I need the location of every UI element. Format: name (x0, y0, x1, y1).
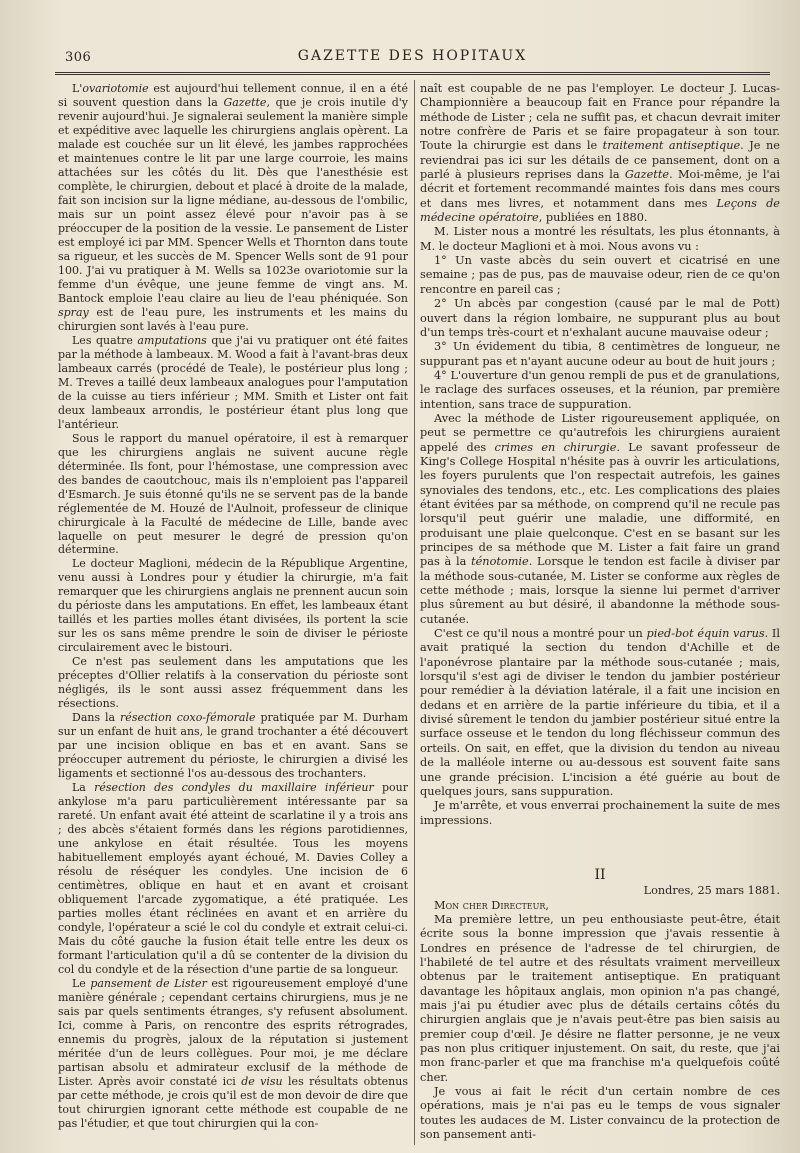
text-run: M. Lister nous a montré les résultats, les plus étonnants, à M. le docteur Maglioni et à moi. Nous avons vu : (420, 225, 780, 253)
paragraph (58, 432, 408, 558)
text-run: , que je crois inutile d'y revenir aujourd'hui. Je signalerai seulement la manière simple et expéditive avec laquelle les chirurgiens anglais opèrent. La malade est couchée sur un lit élevé, les jambes rapprochées et maintenues contre le lit par une large courroie, les mains attachées sur les côtés du lit. Dès que l'anesthésie est complète, le chirurgien, debout et placé à droite de la malade, fait son incision sur la ligne médiane, au-dessous de l'ombilic, mais sur un point assez élevé pour n'avoir pas à se préoccuper de la position de la vessie. Le pansement de Lister est employé ici par MM. Spencer Wells et Thornton dans toute sa rigueur, et les succès de M. Spencer Wells sont de 91 pour 100. J'ai vu pratiquer à M. Wells sa 1023e ovariotomie sur la femme d'un évêque, une jeune femme de vingt ans. M. Bantock emploie l'eau claire au lieu de l'eau phéniquée. Son (58, 95, 408, 305)
text-run: Avec la méthode de Lister rigoureusement appliquée, on peut se permettre ce qu'autrefois les chirurgiens auraient appelé des (420, 411, 780, 454)
text-run: pratiquée par M. Durham sur un enfant de huit ans, le grand trochanter a été découvert par une incision oblique en bas et en avant. Sans se préoccuper autrement du périoste, le chirurgien a divisé les ligaments et sectionné l'os au-dessous des trochanters. (58, 711, 409, 781)
text-run: C'est ce qu'il nous a montré pour un (434, 627, 647, 641)
page-number: 306 (65, 50, 92, 65)
italic-text: traitement antiseptique (602, 139, 741, 153)
italic-text: résection des condyles du maxillaire inférieur (94, 781, 374, 795)
text-run: Le docteur Maglioni, médecin de la République Argentine, venu aussi à Londres pour y étudier la chirurgie, m'a fait remarquer que les chirurgiens anglais ne prennent aucun soin du périoste dans les amputations. En effet, les lambeaux étant taillés et les parties molles étant divisées, ils portent la scie sur les os sans même prendre le soin de diviser le périoste circulairement avec le bistouri. (58, 557, 408, 655)
letter-paragraph: Ma première lettre, un peu enthousiaste peut-être, était écrite sous la bonne impression que j'avais ressentie à Londres en présence de l'adresse de tel chirurgien, de l'habileté de tel autre et des résultats vraiment merveilleux obtenus par le traitement antiseptique. En pratiquant davantage les hôpitaux anglais, mon opinion n'a pas changé, mais j'ai pu étudier avec plus de détails certains côtés du chirurgien anglais que je n'avais peut-être pas bien saisis au premier coup d'œil. Je désire ne flatter personne, je ne veux pas non plus critiquer injustement. On sait, du reste, que j'ai mon franc-parler et que ma franchise m'a quelquefois coûté cher. (420, 912, 780, 1084)
text-run: pour ankylose m'a paru particulièrement intéressante par sa rareté. Un enfant avait été atteint de scarlatine il y a trois ans ; des abcès s'étaient formés dans les régions parotidiennes, une ankylose en était résultée. Tous les moyens habituellement employés ayant échoué, M. Davies Colley a résolu de réséquer les condyles. Une incision de 6 centimètres, oblique en haut et en avant et croisant obliquement l'arcade zygomatique, a été pratiquée. Les parties molles étant réclinées en avant et en arrière du condyle, l'opérateur a scié le col du condyle et extrait celui-ci. Mais du côté gauche la fusion était telle entre les deux os formant l'articulation qu'il a dû se contenter de la division du col du condyle et de la résection d'une partie de sa longueur. (58, 781, 409, 977)
italic-text: Leçons de médecine opératoire (420, 196, 780, 225)
paragraph (420, 627, 780, 799)
italic-text: pansement de Lister (90, 977, 207, 990)
text-run: Le (72, 977, 91, 990)
paragraph (58, 711, 408, 781)
paragraph (58, 82, 408, 334)
italic-text: pied-bot équin varus (646, 627, 765, 641)
right-column-body (420, 82, 780, 828)
paragraph (58, 655, 408, 711)
italic-text: amputations (137, 333, 207, 347)
running-title: GAZETTE DES HOPITAUX (297, 48, 528, 64)
italic-text: crimes en chirurgie (494, 440, 617, 454)
text-run: 4° L'ouverture d'un genou rempli de pus et de granulations, le raclage des surfaces osseuses, et la réunion, par première intention, sans trace de suppuration. (420, 368, 780, 411)
text-run: naît est coupable de ne pas l'employer. Le docteur J. Lucas-Championnière a beaucoup fait en France pour répandre la méthode de Lister ; cela ne suffit pas, et chacun devrait imiter notre confrère de Paris et se faire propagateur à son tour. Toute la chirurgie est dans le (420, 82, 780, 153)
header-rule (55, 72, 770, 75)
text-run: La (72, 781, 95, 795)
text-run: Dans la (72, 711, 121, 725)
right-column (420, 82, 780, 1142)
letter-body (420, 913, 780, 1143)
text-run: les résultats obtenus par cette méthode, je crois qu'il est de mon devoir de dire que tout chirurgien ignorant cette méthode est coupable de ne pas l'étudier, et que tout chirurgien qui la con- (58, 1074, 408, 1130)
text-run: que j'ai vu pratiquer ont été faites par la méthode à lambeaux. M. Wood a fait à l'avant-bras deux lambeaux carrés (procédé de Teale), le postérieur plus long ; M. Treves a taillé deux lambeaux analogues pour l'amputation de la cuisse au tiers inférieur ; MM. Smith et Lister ont fait deux lambeaux arrondis, le postérieur étant plus long que l'antérieur. (58, 333, 409, 431)
text-run: 3° Un évidement du tibia, 8 centimètres de longueur, ne suppurant pas et n'ayant aucune odeur au bout de huit jours ; (420, 340, 780, 368)
paragraph (420, 799, 780, 828)
italic-text: spray (58, 305, 89, 319)
paragraph (420, 340, 780, 369)
text-run: . Il avait pratiqué la section du tendon d'Achille et de l'aponévrose plantaire par la méthode sous-cutanée ; mais, lorsqu'il s'est agi de diviser le tendon du jambier postérieur pour remédier à la déviation latérale, il a fait une incision en dedans et en arrière de la partie inférieure du tibia, et il a divisé sûrement le tendon du jambier postérieur situé entre la surface osseuse et le tendon du long fléchisseur commun des orteils. On sait, en effet, que la division du tendon au niveau de la malléole interne ou au-dessous est souvent faite sans une grande précision. L'incision a été guérie au bout de quelques jours, sans suppuration. (420, 627, 780, 798)
text-run: Je m'arrête, et vous enverrai prochainement la suite de mes impressions. (420, 799, 780, 827)
text-run: 1° Un vaste abcès du sein ouvert et cicatrisé en une semaine ; pas de pus, pas de mauvaise odeur, rien de ce qu'on rencontre en pareil cas ; (420, 254, 780, 296)
letter-paragraph: Je vous ai fait le récit d'un certain nombre de ces opérations, mais je n'ai pas eu le temps de vous signaler toutes les audaces de M. Lister convaincu de la protection de son pansement anti- (420, 1085, 780, 1142)
text-run: 2° Un abcès par congestion (causé par le mal de Pott) ouvert dans la région lombaire, ne suppurant plus au bout d'un temps très-court et n'exhalant aucune mauvaise odeur ; (420, 297, 780, 339)
italic-text: ténotomie (471, 555, 529, 569)
text-run: Ce n'est pas seulement dans les amputations que les préceptes d'Ollier relatifs à la conservation du périoste sont négligés, ils le sont aussi assez fréquemment dans les résections. (58, 655, 408, 711)
text-run: , publiées en 1880. (538, 211, 648, 225)
paragraph (58, 781, 408, 977)
text-run: est de l'eau pure, les instruments et les mains du chirurgien sont lavés à l'eau pure. (58, 305, 408, 333)
text-run: est aujourd'hui tellement connue, il en a été si souvent question dans la (58, 82, 408, 109)
paragraph (58, 334, 408, 432)
text-run: . Moi-même, je l'ai décrit et fortement recommandé maintes fois dans mes cours et dans mes livres, et notamment dans mes (420, 168, 780, 210)
left-column (58, 82, 408, 1131)
paragraph (420, 297, 780, 340)
column-divider (414, 80, 415, 1145)
text-run: . Le savant professeur de King's College Hospital n'hésite pas à ouvrir les articulations, les foyers purulents que l'on respectait autrefois, les gaines synoviales des tendons, etc., etc. Les complications des plaies étant évitées par sa méthode, on comprend qu'il ne recule pas lorsqu'il peut guérir une maladie, une difformité, en produisant une plaie quelconque. C'est en se basant sur les principes de sa méthode que M. Lister a fait faire un grand pas à la (420, 440, 780, 569)
italic-text: ovariotomie (82, 82, 149, 95)
letter-dateline: Londres, 25 mars 1881. (643, 884, 780, 898)
italic-text: Gazette (223, 95, 267, 109)
paragraph (420, 369, 780, 412)
text-run: Les quatre (72, 333, 138, 347)
italic-text: de visu (241, 1074, 283, 1088)
paragraph (420, 254, 780, 297)
italic-text: résection coxo-fémorale (120, 711, 256, 725)
text-run: Sous le rapport du manuel opératoire, il est à remarquer que les chirurgiens anglais ne suivent aucune règle déterminée. Ils font, pour l'hémostase, une compression avec des bandes de caoutchouc, mais ils n'emploient pas l'appareil d'Esmarch. Je suis étonné qu'ils ne se servent pas de la bande réglementée de M. Houzé de l'Aulnoit, professeur de clinique chirurgicale à la Faculté de médecine de Lille, bande avec laquelle on peut mesurer le degré de pression qu'on détermine. (58, 431, 408, 557)
text-run: est rigoureusement employé d'une manière générale ; cependant certains chirurgiens, mus je ne sais par quels sentiments étranges, s'y refusent absolument. Ici, comme à Paris, on rencontre des esprits rétrogrades, ennemis du progrès, jaloux de la réputation si justement méritée d'un de leurs collègues. Pour moi, je me déclare partisan absolu et admirateur exclusif de la méthode de Lister. Après avoir constaté ici (58, 977, 408, 1088)
paragraph (420, 412, 780, 627)
paragraph (58, 977, 408, 1131)
letter-salutation: Mon cher Directeur, (434, 898, 550, 912)
section-numeral: II (594, 866, 606, 883)
paragraph (420, 82, 780, 225)
paragraph (58, 557, 408, 655)
text-run: L' (72, 82, 83, 95)
paragraph (420, 225, 780, 254)
page-header (55, 44, 770, 68)
italic-text: Gazette (624, 168, 670, 182)
text-run: . Je ne reviendrai pas ici sur les détails de ce pansement, dont on a parlé à plusieurs reprises dans la (420, 139, 780, 182)
text-run: . Lorsque le tendon est facile à diviser par la méthode sous-cutanée, M. Lister se conforme aux règles de cette méthode ; mais, lorsque la sienne lui permet d'arriver plus sûrement au but désiré, il abandonne la méthode sous-cutanée. (420, 555, 780, 626)
